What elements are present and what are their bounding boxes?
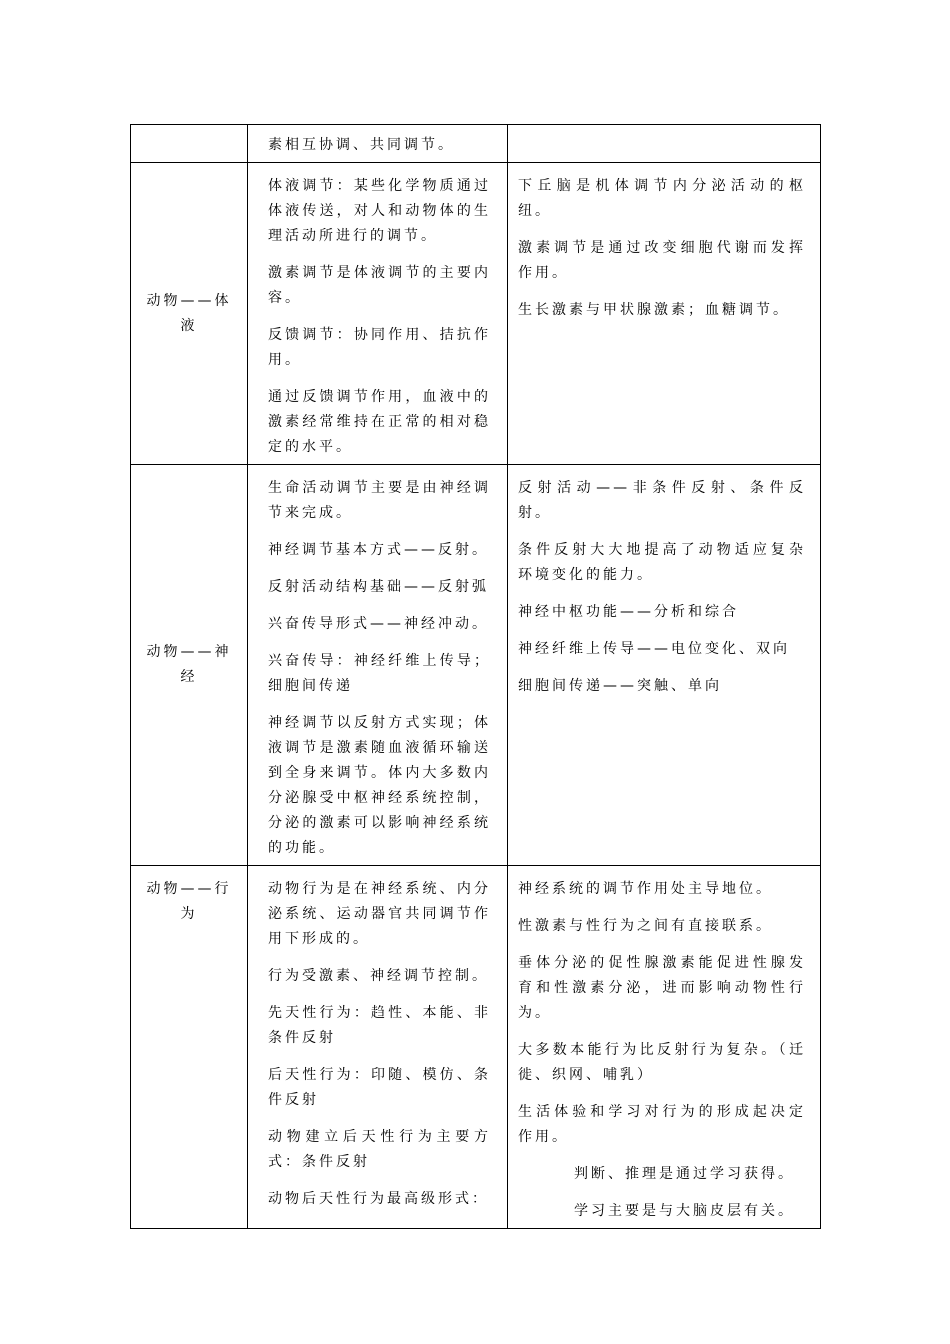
detail-text: 条件反射大大地提高了动物适应复杂环境变化的能力。 — [518, 542, 806, 583]
category-cell — [131, 125, 248, 163]
detail-text: 生活体验和学习对行为的形成起决定作用。 — [518, 1104, 806, 1145]
detail-text: 神经中枢功能——分析和综合 — [518, 604, 739, 620]
category-cell — [131, 866, 248, 1229]
note-text: 动物行为是在神经系统、内分泌系统、运动器官共同调节作用下形成的。 — [268, 881, 491, 947]
table-row — [131, 465, 821, 866]
detail-text: 垂体分泌的促性腺激素能促进性腺发育和性激素分泌，进而影响动物性行为。 — [518, 955, 806, 1021]
note-text: 生命活动调节主要是由神经调节来完成。 — [268, 480, 491, 521]
note-text: 素相互协调、共同调节。 — [268, 137, 455, 153]
details-cell — [508, 465, 821, 866]
detail-text: 性激素与性行为之间有直接联系。 — [518, 918, 773, 934]
content-table — [130, 124, 821, 1229]
category-cell — [131, 163, 248, 465]
details-cell — [508, 125, 821, 163]
detail-text: 判断、推理是通过学习获得。 — [574, 1166, 795, 1182]
note-text: 兴奋传导形式——神经冲动。 — [268, 616, 489, 632]
note-text: 体液调节：某些化学物质通过体液传送，对人和动物体的生理活动所进行的调节。 — [268, 178, 491, 244]
detail-text: 激素调节是通过改变细胞代谢而发挥作用。 — [518, 240, 806, 281]
note-text: 行为受激素、神经调节控制。 — [268, 968, 489, 984]
note-text: 神经调节以反射方式实现；体液调节是激素随血液循环输送到全身来调节。体内大多数内分泌腺受中枢神经系统控制，分泌的激素可以影响神经系统的功能。 — [268, 715, 491, 856]
note-text: 动物建立后天性行为主要方式：条件反射 — [268, 1129, 491, 1170]
details-cell — [508, 163, 821, 465]
detail-text: 细胞间传递——突触、单向 — [518, 678, 722, 694]
notes-cell — [248, 465, 508, 866]
table-row — [131, 125, 821, 163]
detail-text: 下丘脑是机体调节内分泌活动的枢纽。 — [518, 178, 806, 219]
note-text: 反射活动结构基础——反射弧 — [268, 579, 489, 595]
category-cell — [131, 465, 248, 866]
category-label: 动物——行为 — [146, 881, 232, 922]
detail-text: 神经纤维上传导——电位变化、双向 — [518, 641, 790, 657]
detail-text: 生长激素与甲状腺激素；血糖调节。 — [518, 302, 790, 318]
table-row — [131, 163, 821, 465]
table-row — [131, 866, 821, 1229]
note-text: 通过反馈调节作用，血液中的激素经常维持在正常的相对稳定的水平。 — [268, 389, 491, 455]
note-text: 神经调节基本方式——反射。 — [268, 542, 489, 558]
notes-cell — [248, 866, 508, 1229]
note-text: 动物后天性行为最高级形式： — [268, 1191, 489, 1207]
category-label: 动物——体液 — [146, 292, 232, 334]
notes-cell — [248, 163, 508, 465]
category-label: 动物——神经 — [146, 644, 232, 685]
note-text: 激素调节是体液调节的主要内容。 — [268, 265, 491, 306]
detail-text: 反射活动——非条件反射、条件反射。 — [518, 480, 806, 521]
note-text: 先天性行为：趋性、本能、非条件反射 — [268, 1005, 491, 1046]
detail-text: 学习主要是与大脑皮层有关。 — [574, 1203, 795, 1219]
notes-cell — [248, 125, 508, 163]
note-text: 后天性行为：印随、模仿、条件反射 — [268, 1067, 491, 1108]
note-text: 兴奋传导：神经纤维上传导；细胞间传递 — [268, 653, 491, 694]
detail-text: 神经系统的调节作用处主导地位。 — [518, 881, 773, 897]
detail-text: 大多数本能行为比反射行为复杂。（迁徙、织网、哺乳） — [518, 1042, 806, 1083]
details-cell — [508, 866, 821, 1229]
note-text: 反馈调节：协同作用、拮抗作用。 — [268, 327, 491, 368]
